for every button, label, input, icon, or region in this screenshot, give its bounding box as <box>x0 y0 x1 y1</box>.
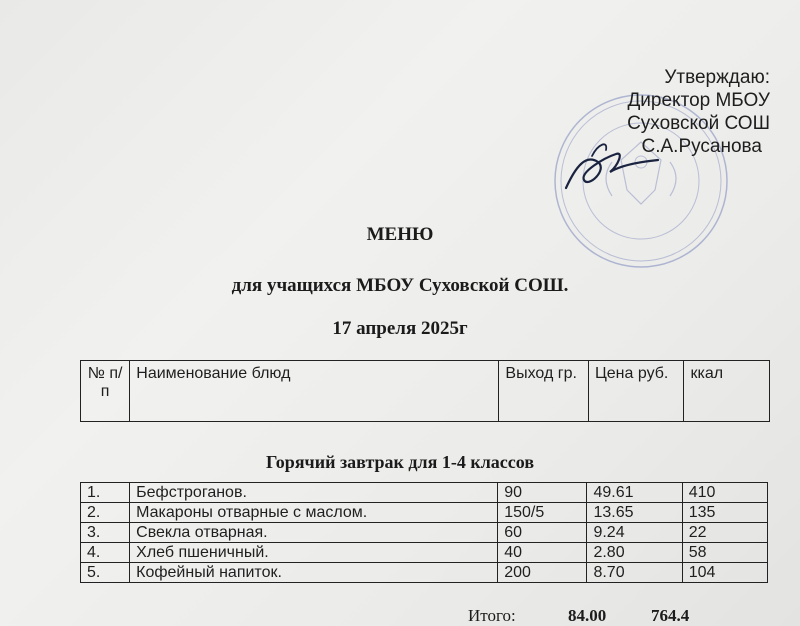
menu-item-price: 8.70 <box>587 563 682 583</box>
menu-item-price: 9.24 <box>587 523 682 543</box>
menu-item-yield: 40 <box>498 543 587 563</box>
header-name: Наименование блюд <box>130 361 499 422</box>
menu-item-name: Хлеб пшеничный. <box>130 543 498 563</box>
menu-item-row <box>81 483 768 503</box>
total-label: Итого: <box>468 606 516 625</box>
header-num: № п/п <box>81 361 130 422</box>
menu-item-kcal: 104 <box>682 563 767 583</box>
menu-item-row <box>81 543 768 563</box>
menu-item-row <box>81 563 768 583</box>
document-subtitle: для учащихся МБОУ Суховской СОШ. <box>231 275 569 296</box>
total-price: 84.00 <box>568 606 607 625</box>
header-kcal: ккал <box>684 361 770 422</box>
menu-header-table <box>80 360 770 422</box>
menu-item-kcal: 410 <box>682 483 767 503</box>
menu-item-name: Кофейный напиток. <box>130 563 498 583</box>
menu-item-kcal: 22 <box>682 523 767 543</box>
menu-items-table <box>80 482 768 583</box>
menu-item-num: 5. <box>81 563 130 583</box>
menu-item-price: 49.61 <box>587 483 682 503</box>
approval-line-1: Утверждаю: <box>664 67 770 88</box>
document-date: 17 апреля 2025г <box>332 318 468 339</box>
header-yield: Выход гр. <box>499 361 589 422</box>
menu-item-name: Макароны отварные с маслом. <box>130 503 498 523</box>
menu-item-kcal: 135 <box>682 503 767 523</box>
menu-item-yield: 200 <box>498 563 587 583</box>
header-price: Цена руб. <box>588 361 684 422</box>
approval-line-3: Суховской СОШ <box>627 113 770 134</box>
menu-item-num: 3. <box>81 523 130 543</box>
menu-item-name: Бефстроганов. <box>130 483 498 503</box>
approval-line-4: С.А.Русанова <box>641 136 762 157</box>
menu-item-name: Свекла отварная. <box>130 523 498 543</box>
header-row <box>81 361 770 422</box>
menu-item-num: 1. <box>81 483 130 503</box>
menu-item-price: 2.80 <box>587 543 682 563</box>
menu-item-num: 2. <box>81 503 130 523</box>
menu-item-yield: 150/5 <box>498 503 587 523</box>
menu-item-num: 4. <box>81 543 130 563</box>
section-title: Горячий завтрак для 1-4 классов <box>265 452 535 472</box>
total-kcal: 764.4 <box>651 606 690 625</box>
document-title: МЕНЮ <box>366 224 434 245</box>
approval-block <box>627 66 770 158</box>
menu-item-yield: 60 <box>498 523 587 543</box>
menu-item-row <box>81 523 768 543</box>
menu-item-row <box>81 503 768 523</box>
approval-line-2: Директор МБОУ <box>627 90 770 111</box>
menu-item-yield: 90 <box>498 483 587 503</box>
menu-item-price: 13.65 <box>587 503 682 523</box>
menu-item-kcal: 58 <box>682 543 767 563</box>
